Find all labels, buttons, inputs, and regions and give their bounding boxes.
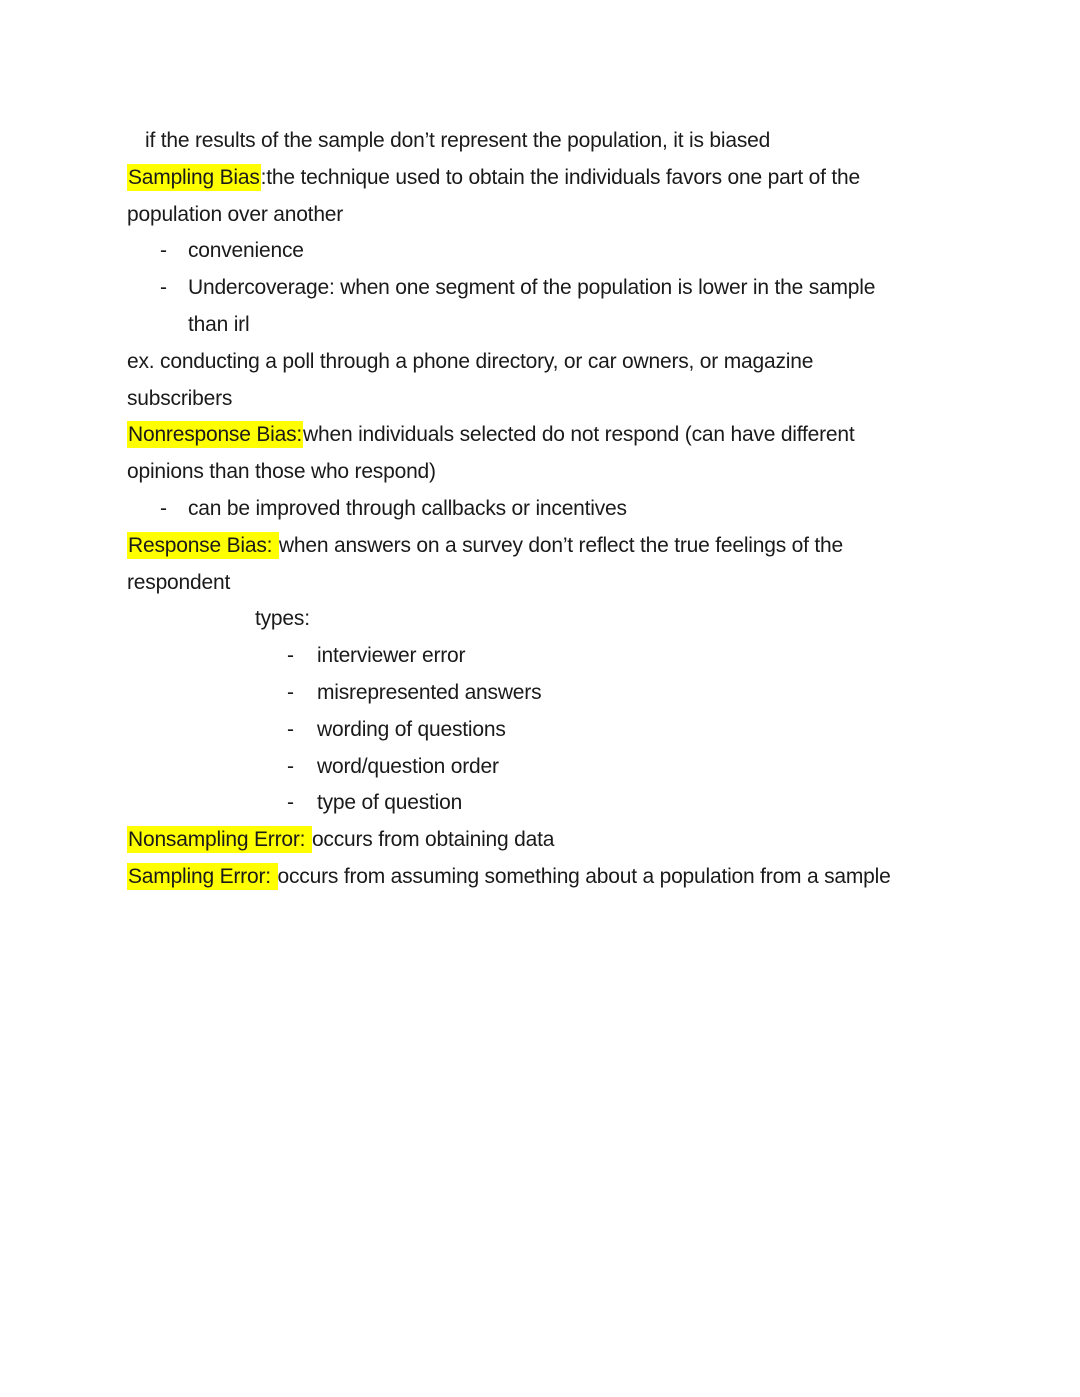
text-segment: respondent bbox=[127, 570, 231, 594]
bullet-dash-icon: - bbox=[287, 791, 294, 815]
bullet-item bbox=[127, 270, 1027, 307]
text-line bbox=[127, 307, 1027, 344]
bullet-dash-icon: - bbox=[287, 717, 294, 741]
text-line bbox=[127, 381, 1027, 418]
bullet-item bbox=[127, 785, 1027, 822]
text-segment: :the technique used to obtain the individuals favors one part of the bbox=[260, 165, 860, 189]
bullet-dash-icon: - bbox=[287, 644, 294, 668]
text-line bbox=[127, 123, 1027, 160]
text-segment: opinions than those who respond) bbox=[127, 460, 436, 484]
text-segment: can be improved through callbacks or incentives bbox=[188, 496, 627, 520]
bullet-item bbox=[127, 233, 1027, 270]
text-line bbox=[127, 197, 1027, 234]
text-line bbox=[127, 601, 1027, 638]
text-line bbox=[127, 528, 1027, 565]
highlighted-term: Nonsampling Error: bbox=[128, 828, 311, 852]
text-line bbox=[127, 160, 1027, 197]
text-segment: occurs from assuming something about a population from a sample bbox=[277, 864, 891, 888]
text-segment: ex. conducting a poll through a phone directory, or car owners, or magazine bbox=[127, 349, 814, 373]
text-line bbox=[127, 565, 1027, 602]
text-segment: population over another bbox=[127, 202, 344, 226]
highlighted-term: Sampling Error: bbox=[128, 864, 277, 888]
text-segment: wording of questions bbox=[317, 717, 506, 741]
text-segment: interviewer error bbox=[317, 644, 466, 668]
text-line bbox=[127, 344, 1027, 381]
text-segment: word/question order bbox=[317, 754, 499, 778]
text-segment: type of question bbox=[317, 791, 463, 815]
text-segment: types: bbox=[255, 607, 310, 631]
bullet-item bbox=[127, 749, 1027, 786]
highlighted-term: Nonresponse Bias: bbox=[128, 423, 303, 447]
text-line bbox=[127, 417, 1027, 454]
text-line bbox=[127, 859, 1027, 896]
text-segment: convenience bbox=[188, 239, 304, 263]
bullet-dash-icon: - bbox=[160, 239, 167, 263]
bullet-dash-icon: - bbox=[287, 680, 294, 704]
text-segment: than irl bbox=[188, 312, 250, 336]
bullet-dash-icon: - bbox=[287, 754, 294, 778]
document-body bbox=[127, 123, 1027, 896]
text-segment: misrepresented answers bbox=[317, 680, 542, 704]
bullet-item bbox=[127, 638, 1027, 675]
text-segment: if the results of the sample don’t represent the population, it is biased bbox=[145, 129, 771, 152]
text-line bbox=[127, 454, 1027, 491]
bullet-item bbox=[127, 491, 1027, 528]
text-segment: when individuals selected do not respond (can have different bbox=[303, 423, 855, 447]
text-segment: when answers on a survey don’t reflect the true feelings of the bbox=[278, 533, 843, 557]
text-line bbox=[127, 822, 1027, 859]
text-segment: subscribers bbox=[127, 386, 233, 410]
highlighted-term: Sampling Bias bbox=[128, 165, 260, 189]
text-segment: occurs from obtaining data bbox=[311, 828, 555, 852]
highlighted-term: Response Bias: bbox=[128, 533, 278, 557]
bullet-dash-icon: - bbox=[160, 496, 167, 520]
text-segment: Undercoverage: when one segment of the population is lower in the sample bbox=[188, 276, 876, 300]
bullet-item bbox=[127, 675, 1027, 712]
bullet-item bbox=[127, 712, 1027, 749]
bullet-dash-icon: - bbox=[160, 276, 167, 300]
